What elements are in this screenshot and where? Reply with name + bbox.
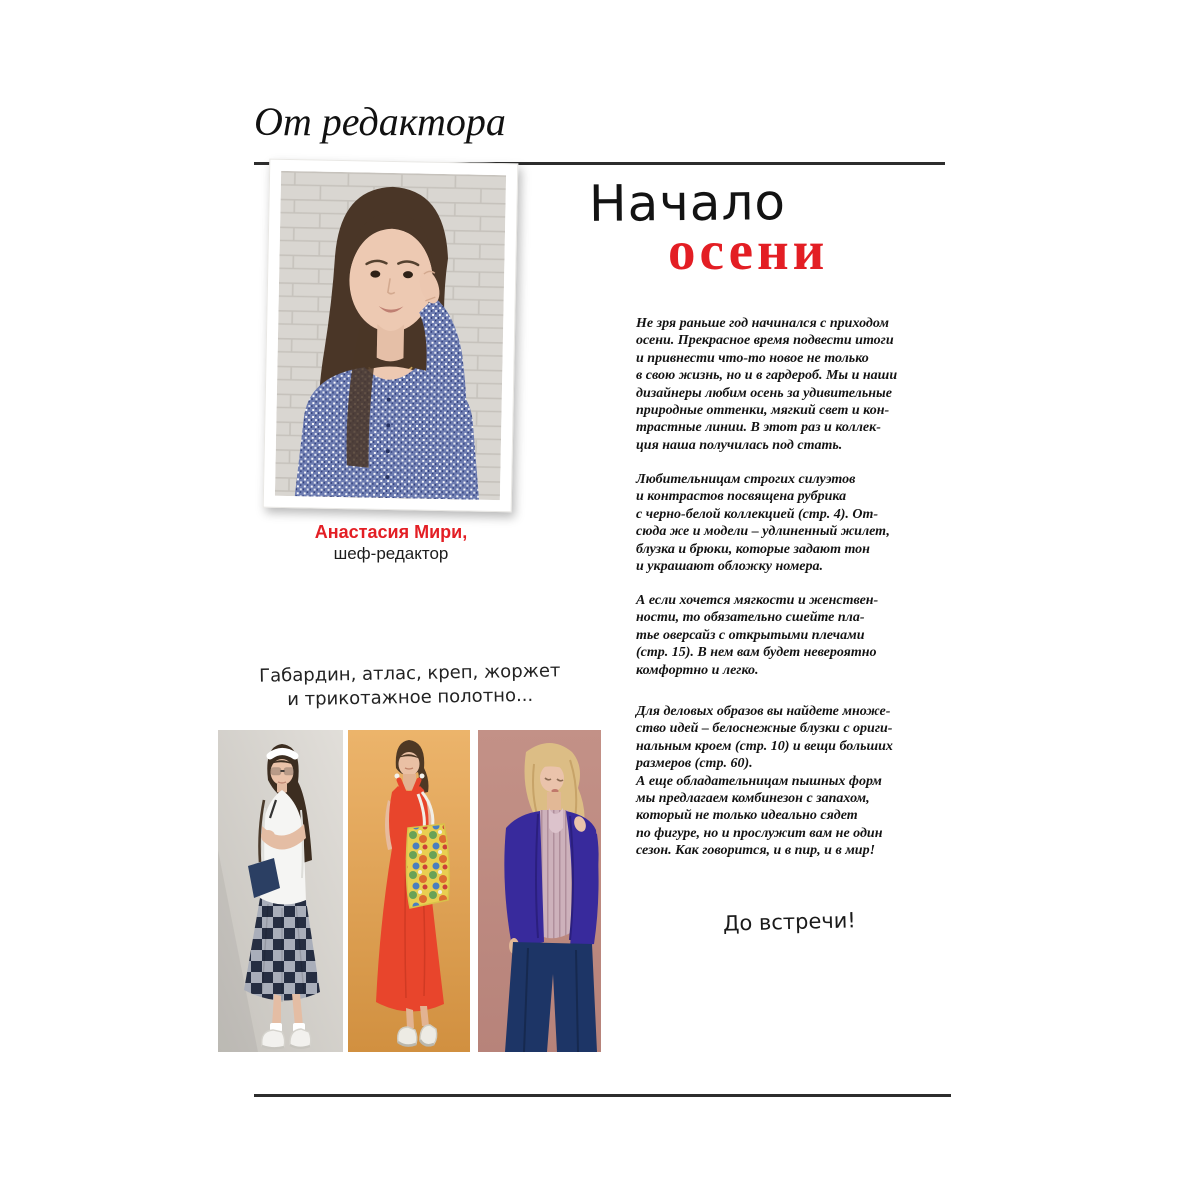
text-line: Габардин, атлас, креп, жоржет [258, 660, 561, 687]
editor-caption [266, 521, 516, 564]
body-paragraph-2 [636, 471, 916, 575]
body-paragraph-1 [636, 315, 916, 454]
fashion-photo-gingham-skirt [218, 730, 343, 1052]
body-paragraph-4 [636, 703, 916, 860]
editor-portrait-illustration [275, 171, 506, 500]
text-line: который не только идеально сядет [636, 808, 858, 824]
text-line: Не зря раньше год начинался с приходом [636, 316, 889, 331]
editor-name: Анастасия Мири, [314, 522, 468, 542]
text-line: ция наша получилась под стать. [636, 437, 843, 453]
text-line: сюда же и модели – удлиненный жилет, [636, 524, 890, 540]
text-line: А если хочется мягкости и женствен- [636, 593, 879, 608]
text-line: тье оверсайз с открытыми плечами [636, 627, 865, 643]
text-line: комфортно и легко. [636, 662, 759, 678]
text-line: размеров (стр. 60). [636, 756, 753, 772]
text-line: нальным кроем (стр. 10) и вещи больших [636, 738, 893, 754]
fashion-photo-3-illustration [478, 730, 601, 1052]
text-line: и трикотажное полотно... [287, 684, 534, 711]
text-line: и украшают обложку номера. [636, 559, 824, 575]
text-line: с черно-белой коллекцией (стр. 4). От- [636, 506, 879, 522]
body-paragraph-3 [636, 592, 916, 679]
fashion-photo-2-illustration [348, 730, 470, 1052]
text-line: А еще обладательницам пышных форм [636, 773, 882, 789]
editor-role: шеф-редактор [333, 544, 449, 563]
text-line: дизайнеры любим осень за удивительные [636, 385, 892, 401]
fashion-photo-indigo-suit [478, 730, 601, 1052]
fashion-photo-red-dress [348, 730, 470, 1052]
page-title: От редактора [254, 99, 506, 144]
text-line: ности, то обязательно сшейте пла- [636, 610, 865, 626]
text-line: блузка и брюки, которые задают тон [636, 541, 870, 557]
text-line: и контрастов посвящена рубрика [636, 489, 847, 505]
text-line: Для деловых образов вы найдете множе- [636, 704, 891, 719]
text-line: мы предлагаем комбинезон с запахом, [636, 791, 870, 807]
text-line: Любительницам строгих силуэтов [636, 472, 856, 487]
text-line: (стр. 15). В нем вам будет невероятно [636, 645, 877, 661]
text-line: осени. Прекрасное время подвести итоги [636, 333, 894, 349]
footer-rule [254, 1094, 951, 1097]
text-line: сезон. Как говорится, и в пир, и в мир! [636, 843, 876, 859]
article-title-line1: Начало [588, 173, 787, 233]
fashion-photo-1-illustration [218, 730, 343, 1052]
editor-photo [263, 159, 519, 513]
text-line: трастные линии. В этот раз и коллек- [636, 420, 881, 436]
article-title-line2: осени [668, 220, 829, 281]
text-line: в свою жизнь, но и в гардероб. Мы и наши [636, 368, 898, 384]
closing-signoff: До встречи! [722, 908, 857, 936]
text-line: ство идей – белоснежные блузки с ориги- [636, 721, 893, 737]
text-line: природные оттенки, мягкий свет и кон- [636, 403, 890, 419]
text-line: по фигуре, но и прослужит вам не один [636, 825, 883, 841]
fabrics-note [250, 659, 571, 713]
text-line: и привнести что-то новое не только [636, 350, 869, 366]
